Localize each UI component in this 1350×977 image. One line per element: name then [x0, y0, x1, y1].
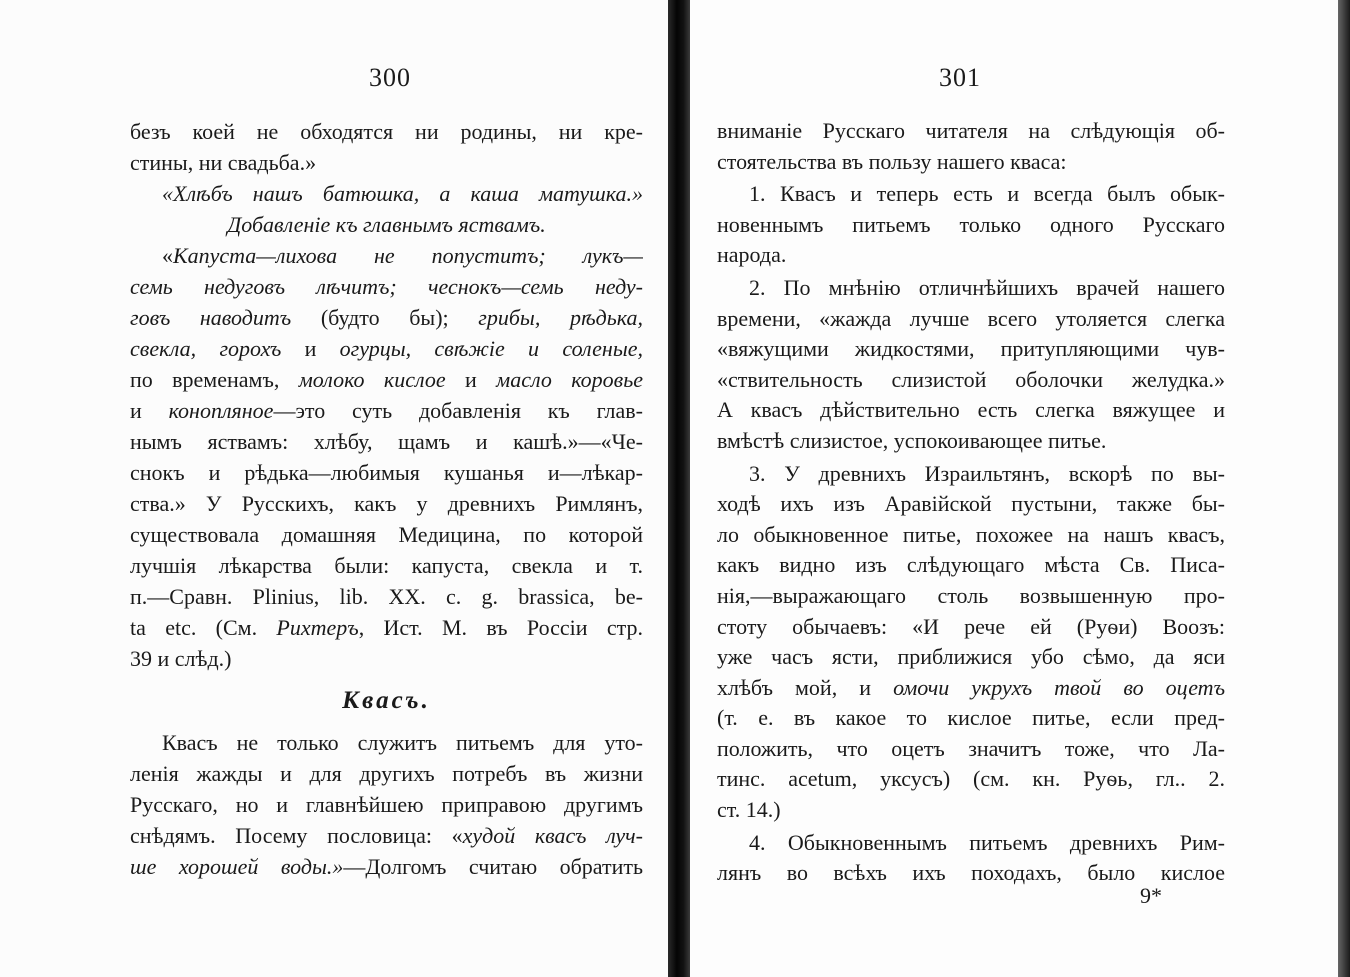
book-gutter	[668, 0, 690, 977]
text-line	[717, 795, 1225, 826]
text-line	[717, 581, 1225, 612]
text-line	[130, 333, 643, 364]
text-line	[717, 395, 1225, 426]
page-left	[0, 0, 670, 977]
text-run: по временамъ,	[130, 367, 299, 392]
text-line	[717, 764, 1225, 795]
text-run: молоко кислое	[298, 367, 446, 392]
text-run: и	[445, 367, 497, 392]
text-line	[717, 334, 1225, 365]
text-line	[130, 457, 643, 488]
text-run: 1. Квасъ и теперь есть и всегда былъ обык-	[749, 181, 1225, 207]
text-run: стины, ни свадьба.»	[130, 150, 317, 175]
text-line	[130, 240, 643, 271]
text-run: вниманіе Русскаго читателя на слѣдующія об-	[717, 118, 1225, 143]
text-run: стоту обычаевъ: «И рече ей (Руѳи) Воозъ:	[717, 613, 1225, 639]
text-line	[717, 734, 1225, 765]
text-run: (т. е. въ какое то кислое питье, если пред-	[717, 705, 1225, 731]
text-line	[130, 758, 643, 789]
text-line	[717, 426, 1225, 457]
text-run: лянъ во всѣхъ ихъ походахъ, было кислое	[717, 860, 1225, 886]
signature-mark: 9*	[1140, 883, 1162, 908]
text-run: новеннымъ питьемъ только одного Русскаго	[717, 211, 1225, 237]
text-run: времени, «жажда лучше всего утоляется слегка	[717, 305, 1225, 331]
text-run: ходѣ ихъ изъ Аравійской пустыни, также бы-	[717, 491, 1225, 517]
text-run: положить, что оцетъ значитъ тоже, что Ла-	[717, 735, 1225, 761]
text-line	[717, 550, 1225, 581]
text-run: какъ видно изъ слѣдующаго мѣста Св. Писа-	[717, 552, 1225, 578]
text-run: масло коровье	[496, 367, 643, 392]
text-run: «ствительность слизистой оболочки желудка.»	[717, 366, 1225, 392]
text-run: «вяжущими жидкостями, притупляющими чув-	[717, 336, 1225, 362]
text-run: «	[162, 243, 173, 268]
page-text	[130, 116, 643, 882]
text-run: вмѣстѣ слизистое, успокоивающее питье.	[717, 427, 1107, 453]
text-line	[130, 209, 643, 240]
text-run: лучшія лѣкарства были: капуста, свекла и т.	[130, 553, 643, 578]
text-run: и	[130, 398, 169, 423]
section-heading	[130, 674, 643, 727]
page-text	[717, 116, 1225, 889]
text-run: (будто бы);	[291, 305, 479, 330]
text-line	[717, 240, 1225, 271]
text-line	[130, 643, 643, 674]
text-line	[130, 488, 643, 519]
text-run: омочи укрухъ твой во оцетъ	[893, 674, 1225, 700]
text-run: безъ коей не обходятся ни родины, ни кре-	[130, 119, 643, 144]
text-run: семь недуговъ лѣчитъ; чеснокъ—семь неду-	[130, 274, 643, 299]
text-line	[130, 302, 643, 333]
text-run: говъ наводитъ	[130, 305, 292, 330]
text-run: народа.	[717, 242, 787, 268]
text-run: тинс. acetum, уксусъ) (см. кн. Руѳь, гл.. 2.	[717, 766, 1225, 792]
text-line	[717, 273, 1225, 304]
text-run: Квасъ.	[342, 687, 431, 714]
text-run: ст. 14.)	[717, 797, 781, 823]
text-run: уже часъ ясти, приближися убо сѣмо, да яси	[717, 644, 1225, 670]
text-run: и	[281, 336, 340, 361]
text-line	[130, 581, 643, 612]
text-run: Капуста—лихова не попуститъ; лукъ—	[173, 243, 643, 268]
text-line	[130, 395, 643, 426]
text-line	[130, 851, 643, 882]
text-line	[130, 426, 643, 457]
text-run: —Долгомъ считаю обратить	[343, 854, 643, 879]
text-run: существовала домашняя Медицина, по которой	[130, 522, 643, 547]
text-line	[717, 365, 1225, 396]
text-run: «Хлѣбъ нашъ батюшка, а каша матушка.»	[162, 181, 643, 206]
text-line	[717, 304, 1225, 335]
text-run: хлѣбъ мой, и	[717, 674, 894, 700]
text-run: ta etc. (См.	[130, 615, 277, 640]
text-run: снѣдямъ. Посему пословица: «	[130, 823, 463, 848]
text-run: ства.» У Русскихъ, какъ у древнихъ Римлянъ,	[130, 491, 643, 516]
text-run: —это суть добавленія къ глав-	[273, 398, 643, 423]
text-run: стоятельства въ пользу нашего кваса:	[717, 148, 1067, 174]
text-run: снокъ и рѣдька—любимыя кушанья и—лѣкар-	[130, 460, 643, 485]
text-line	[130, 550, 643, 581]
text-run: А квасъ дѣйствительно есть слегка вяжущее и	[717, 397, 1225, 423]
text-run: 4. Обыкновеннымъ питьемъ древнихъ Рим-	[749, 829, 1225, 855]
text-run: , Ист. М. въ Россіи стр.	[358, 615, 643, 640]
text-run: Русскаго, но и главнѣйшею приправою другимъ	[130, 792, 643, 817]
text-line	[130, 820, 643, 851]
text-run: конопляное	[168, 398, 274, 423]
text-run: худой квасъ луч-	[462, 823, 643, 848]
text-run: Рихтеръ	[276, 615, 359, 640]
text-line	[130, 116, 643, 147]
text-run: 39 и слѣд.)	[130, 646, 232, 671]
text-line	[130, 178, 643, 209]
page-number: 300	[369, 63, 411, 92]
page-right	[690, 0, 1338, 977]
text-run: ше хорошей воды.»	[130, 854, 344, 879]
text-line	[717, 642, 1225, 673]
text-line	[717, 459, 1225, 490]
page-number: 301	[939, 63, 981, 92]
text-line	[717, 673, 1225, 704]
text-run: ленія жажды и для другихъ потребъ въ жизни	[130, 761, 643, 786]
text-line	[130, 147, 643, 178]
text-line	[130, 727, 643, 758]
text-run: грибы, рѣдька,	[478, 305, 643, 330]
text-line	[130, 364, 643, 395]
text-run: огурцы, свѣжіе и соленые,	[339, 336, 643, 361]
text-line	[717, 489, 1225, 520]
text-run: Квасъ не только служитъ питьемъ для уто-	[162, 730, 643, 755]
text-line	[717, 612, 1225, 643]
text-run: п.—Сравн. Plinius, lib. XX. c. g. brassica, be-	[130, 584, 643, 609]
text-run: 3. У древнихъ Израильтянъ, вскорѣ по вы-	[749, 460, 1225, 486]
text-line	[130, 271, 643, 302]
text-line	[717, 828, 1225, 859]
text-line	[717, 703, 1225, 734]
text-run: Добавленіе къ главнымъ яствамъ.	[227, 212, 546, 237]
page-edge	[1338, 0, 1350, 977]
text-run: свекла, горохъ	[130, 336, 282, 361]
text-run: 2. По мнѣнію отличнѣйшихъ врачей нашего	[749, 274, 1225, 300]
text-line	[717, 116, 1225, 147]
text-line	[717, 520, 1225, 551]
text-run: нымъ яствамъ: хлѣбу, щамъ и кашѣ.»—«Че-	[130, 429, 643, 454]
text-run: нія,—выражающаго столь возвышенную про-	[717, 582, 1225, 608]
text-line	[717, 210, 1225, 241]
text-line	[130, 612, 643, 643]
text-line	[130, 789, 643, 820]
text-line	[717, 147, 1225, 178]
text-run: ло обыкновенное питье, похожее на нашъ квасъ,	[717, 521, 1225, 547]
text-line	[717, 179, 1225, 210]
text-line	[130, 519, 643, 550]
